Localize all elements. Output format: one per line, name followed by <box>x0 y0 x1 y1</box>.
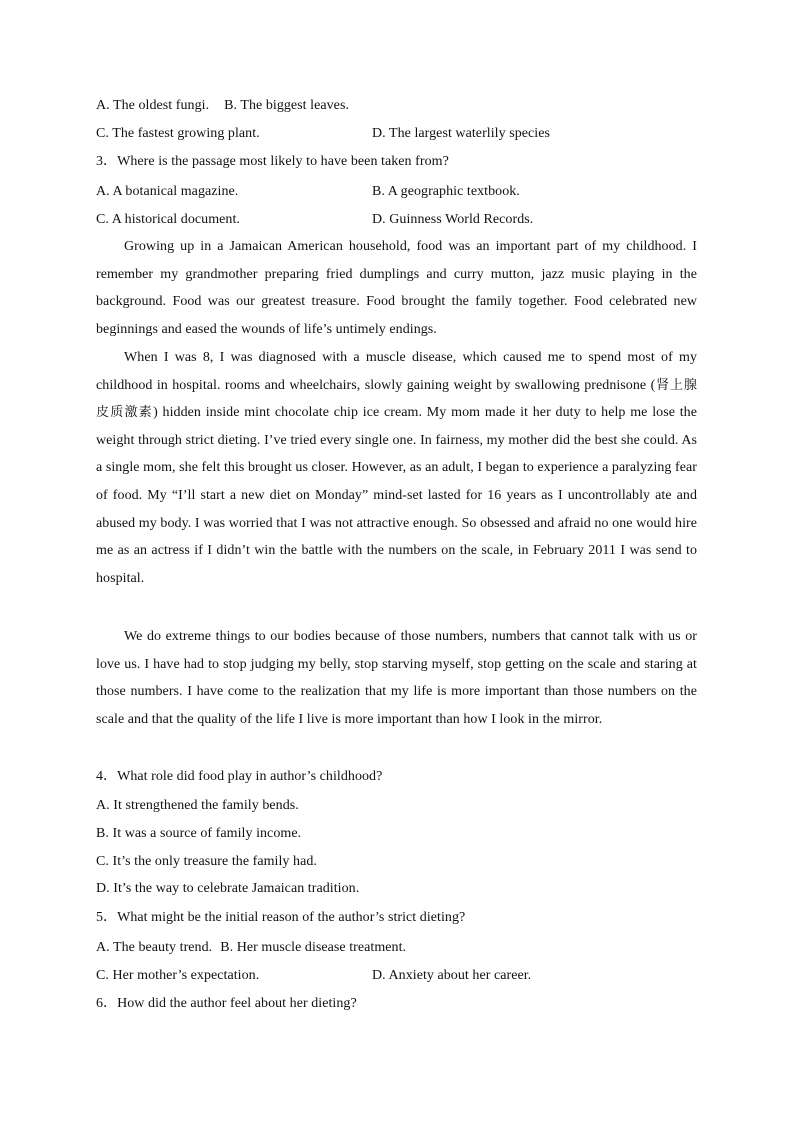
paragraph-2-text-end: ) hidden inside mint chocolate chip ice cream. My mom made it her duty to help me lose the weight through strict dieting. I’ve tried every single one. In fairness, my mother did the best she could. As a single mom, she felt this brought us closer. However, as an adult, I began to experience a paralyzing fear of food. My “I’ll start a new diet on Monday” mind-set lasted for 16 years as I uncontrollably ate and abused my body. I was worried that I was not attractive enough. So obsessed and afraid no one would hire me as an actress if I didn’t win the battle with the numbers on the scale, in February 2011 I was send to hospital. <box>96 405 697 586</box>
passage-paragraph-2 <box>96 344 697 592</box>
q3-option-c: C. A historical document. <box>96 212 240 227</box>
q4-option-a: A. It strengthened the family bends. <box>96 798 299 813</box>
q5-option-b: B. Her muscle disease treatment. <box>220 940 407 955</box>
passage-paragraph-3: We do extreme things to our bodies because of those numbers, numbers that cannot talk with us or love us. I have had to stop judging my belly, stop starving myself, stop getting on the scale and staring at those numbers. I have come to the realization that my life is more important than those numbers on the scale and that the quality of the life I live is more important than how I look in the mirror. <box>96 629 697 727</box>
q4-option-b: B. It was a source of family income. <box>96 826 302 841</box>
q4-option-d: D. It’s the way to celebrate Jamaican tradition. <box>96 881 360 896</box>
paragraph-2-text-start: When I was 8, I was diagnosed with a muscle disease, which caused me to spend most of my childhood in hospital. rooms and wheelchairs, slowly gaining weight by swallowing prednisone ( <box>96 350 697 393</box>
passage-paragraph-1: Growing up in a Jamaican American household, food was an important part of my childhood. I remember my grandmother preparing fried dumplings and curry mutton, jazz music playing in the background. Food was our greatest treasure. Food brought the family together. Food celebrated new beginnings and eased the wounds of life’s untimely endings. <box>96 239 697 337</box>
chinese-gloss: 肾上腺皮质激素 <box>96 377 698 421</box>
q3-stem: 3．Where is the passage most likely to have been taken from? <box>96 154 449 169</box>
q6-stem: 6．How did the author feel about her dieting? <box>96 996 357 1011</box>
q2-option-d: D. The largest waterlily species <box>372 126 550 141</box>
q2-option-a: A. The oldest fungi. <box>96 98 210 113</box>
q5-options-row-1 <box>96 938 406 958</box>
q5-option-c: C. Her mother’s expectation. <box>96 968 260 983</box>
q2-options-row-1 <box>96 96 349 116</box>
q3-option-d: D. Guinness World Records. <box>372 212 534 227</box>
q5-stem: 5．What might be the initial reason of the author’s strict dieting? <box>96 910 466 925</box>
q2-option-b: B. The biggest leaves. <box>224 98 349 113</box>
q2-option-c: C. The fastest growing plant. <box>96 126 260 141</box>
q5-option-a: A. The beauty trend. <box>96 940 213 955</box>
q4-option-c: C. It’s the only treasure the family had. <box>96 854 317 869</box>
q3-option-b: B. A geographic textbook. <box>372 184 520 199</box>
q3-option-a: A. A botanical magazine. <box>96 184 239 199</box>
q5-option-d: D. Anxiety about her career. <box>372 968 532 983</box>
q4-stem: 4．What role did food play in author’s childhood? <box>96 769 383 784</box>
